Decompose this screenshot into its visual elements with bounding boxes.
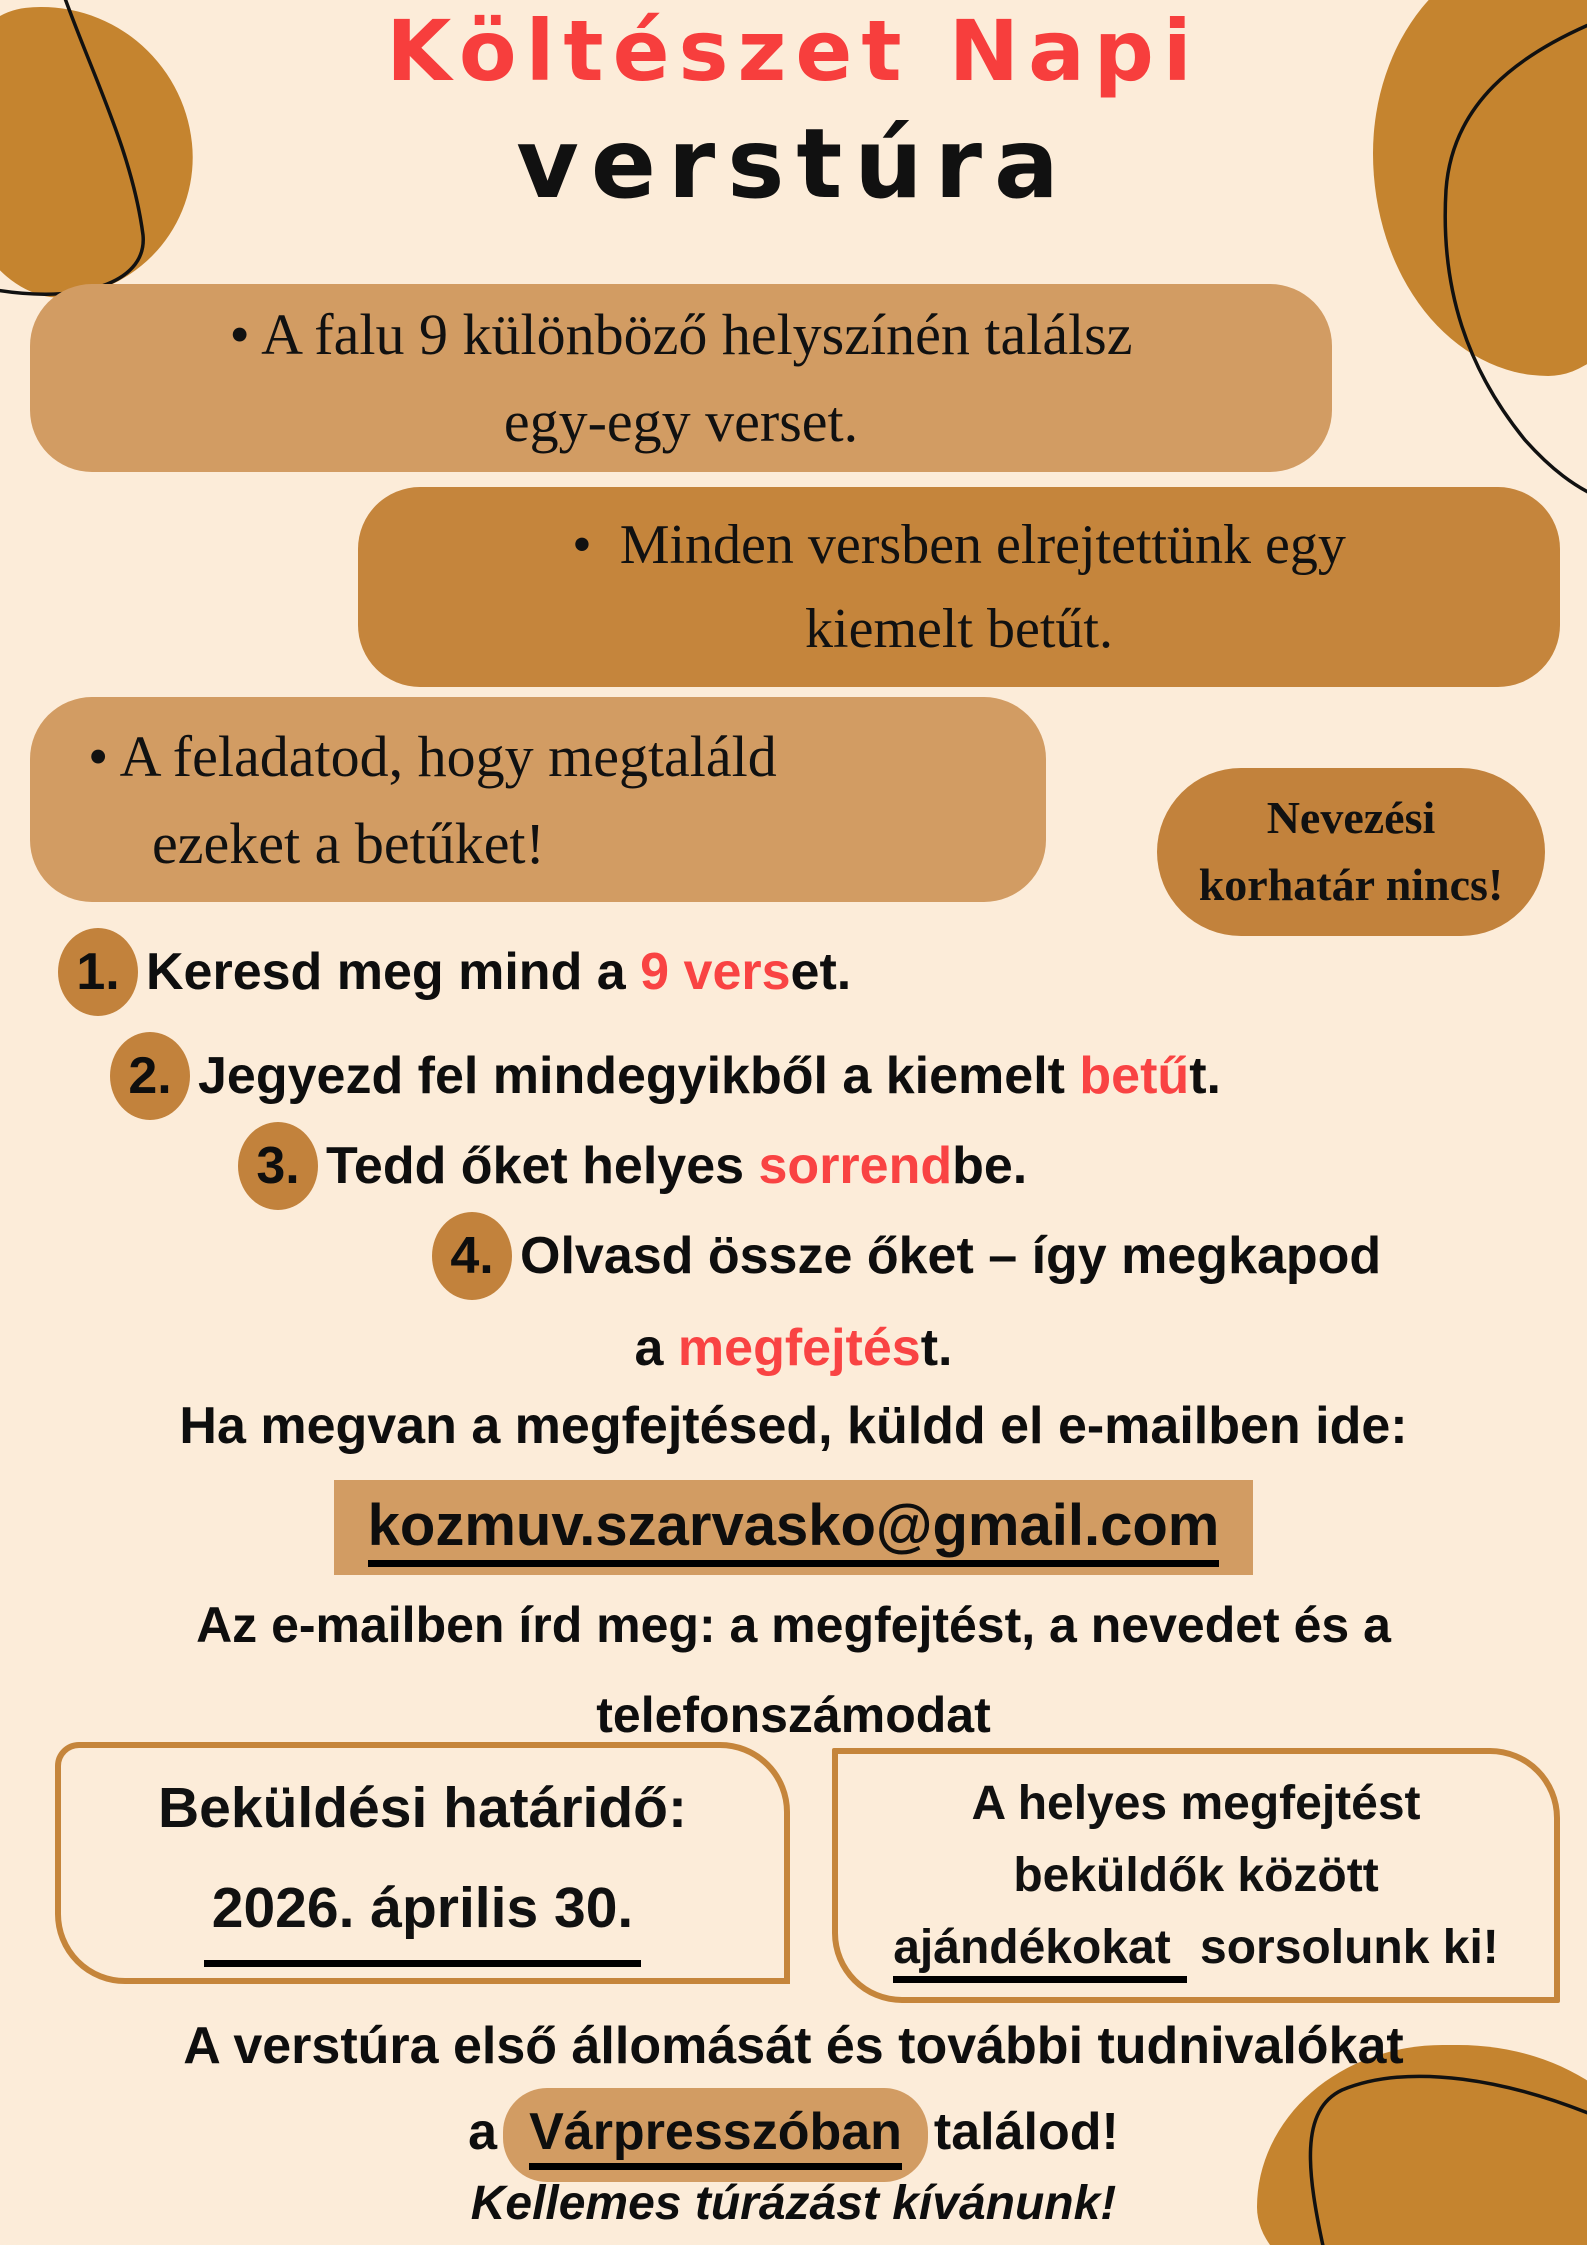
step-2-text-highlight: betű <box>1079 1047 1190 1105</box>
step-1-text-pre: Keresd meg mind a <box>146 943 641 1001</box>
footer-line2-pre: a <box>468 2103 498 2161</box>
intro-panel-2-line2: kiemelt betűt. <box>805 598 1113 660</box>
step-1-number-circle: 1. <box>58 928 138 1016</box>
step-3-text-pre: Tedd őket helyes <box>326 1137 759 1195</box>
step-2-number-circle: 2. <box>110 1032 190 1120</box>
contact-instruction: Ha megvan a megfejtésed, küldd el e-mailben ide: <box>179 1397 1408 1455</box>
step-3-number-circle: 3. <box>238 1122 318 1210</box>
badge-line1: Nevezési <box>1266 792 1436 844</box>
prize-box <box>832 1748 1560 2003</box>
deadline-box <box>55 1742 790 1984</box>
deadline-date: 2026. április 30. <box>204 1859 641 1968</box>
intro-panel-3 <box>30 697 1046 902</box>
step-2-text-pre: Jegyezd fel mindegyikből a kiemelt <box>198 1047 1080 1105</box>
step-3-text-highlight: sorrend <box>758 1137 953 1195</box>
bullet-icon: • <box>229 302 250 367</box>
step-2 <box>110 1032 1221 1120</box>
bullet-icon: • <box>88 723 109 789</box>
footer-line1: A verstúra első állomását és további tudnivalókat <box>183 2017 1404 2075</box>
intro-panel-2-line1 <box>378 503 1540 587</box>
footer-line2-post: találod! <box>933 2103 1119 2161</box>
step-1-text-highlight: 9 vers <box>640 943 791 1001</box>
deadline-label: Beküldési határidő: <box>158 1775 687 1840</box>
email-details-line1: Az e-mailben írd meg: a megfejtést, a nevedet és a <box>196 1597 1391 1653</box>
entry-age-badge <box>1157 768 1545 936</box>
step-3-text <box>326 1136 1027 1196</box>
footer-closing: Kellemes túrázást kívánunk! <box>470 2177 1117 2230</box>
intro-panel-2-text: Minden versben elrejtettünk egy <box>619 514 1346 576</box>
step-4-line2-highlight: megfejtés <box>677 1319 921 1377</box>
email-highlight-chip <box>334 1480 1254 1575</box>
intro-panel-3-line2: ezeket a betűket! <box>152 810 545 876</box>
step-2-text <box>198 1046 1221 1106</box>
email-address: kozmuv.szarvasko@gmail.com <box>368 1493 1220 1567</box>
step-3-text-post: be. <box>952 1137 1028 1195</box>
intro-panel-1 <box>30 284 1332 472</box>
step-4 <box>432 1212 1381 1300</box>
step-4-text-line1: Olvasd össze őket – így megkapod <box>520 1227 1382 1285</box>
poster-subtitle: verstúra <box>516 108 1071 220</box>
intro-panel-3-line1 <box>88 713 1046 800</box>
prize-line2: beküldők között <box>1013 1848 1379 1902</box>
badge-line2: korhatár nincs! <box>1198 859 1504 910</box>
poster-title: Költészet Napi <box>386 2 1201 100</box>
intro-panel-2 <box>358 487 1560 687</box>
step-1 <box>58 928 851 1016</box>
intro-panel-1-line1 <box>50 291 1312 378</box>
prize-line3-rest: sorsolunk ki! <box>1186 1920 1499 1974</box>
step-2-text-post: t. <box>1189 1047 1221 1105</box>
intro-panel-1-line2: egy-egy verset. <box>503 389 859 454</box>
email-row <box>0 1480 1587 1575</box>
email-details-line2: telefonszámodat <box>596 1687 991 1743</box>
bullet-icon: • <box>572 514 592 576</box>
step-1-text-post: et. <box>790 943 852 1001</box>
location-name: Várpresszóban <box>529 2103 902 2170</box>
prize-line3 <box>838 1912 1554 1984</box>
prize-underlined-word: ajándékokat <box>893 1921 1186 1983</box>
step-4-number-circle: 4. <box>432 1212 512 1300</box>
step-4-text-line2 <box>0 1318 1587 1378</box>
intro-panel-1-text: A falu 9 különböző helyszínén találsz <box>261 302 1133 367</box>
location-highlight-pill <box>503 2088 928 2182</box>
prize-line1: A helyes megfejtést <box>971 1776 1421 1830</box>
step-3 <box>238 1122 1027 1210</box>
step-4-line2-pre: a <box>634 1319 678 1377</box>
step-1-text <box>146 942 851 1002</box>
footer-line2 <box>0 2088 1587 2182</box>
step-4-line2-post: t. <box>920 1319 953 1377</box>
intro-panel-3-text: A feladatod, hogy megtaláld <box>119 723 777 789</box>
